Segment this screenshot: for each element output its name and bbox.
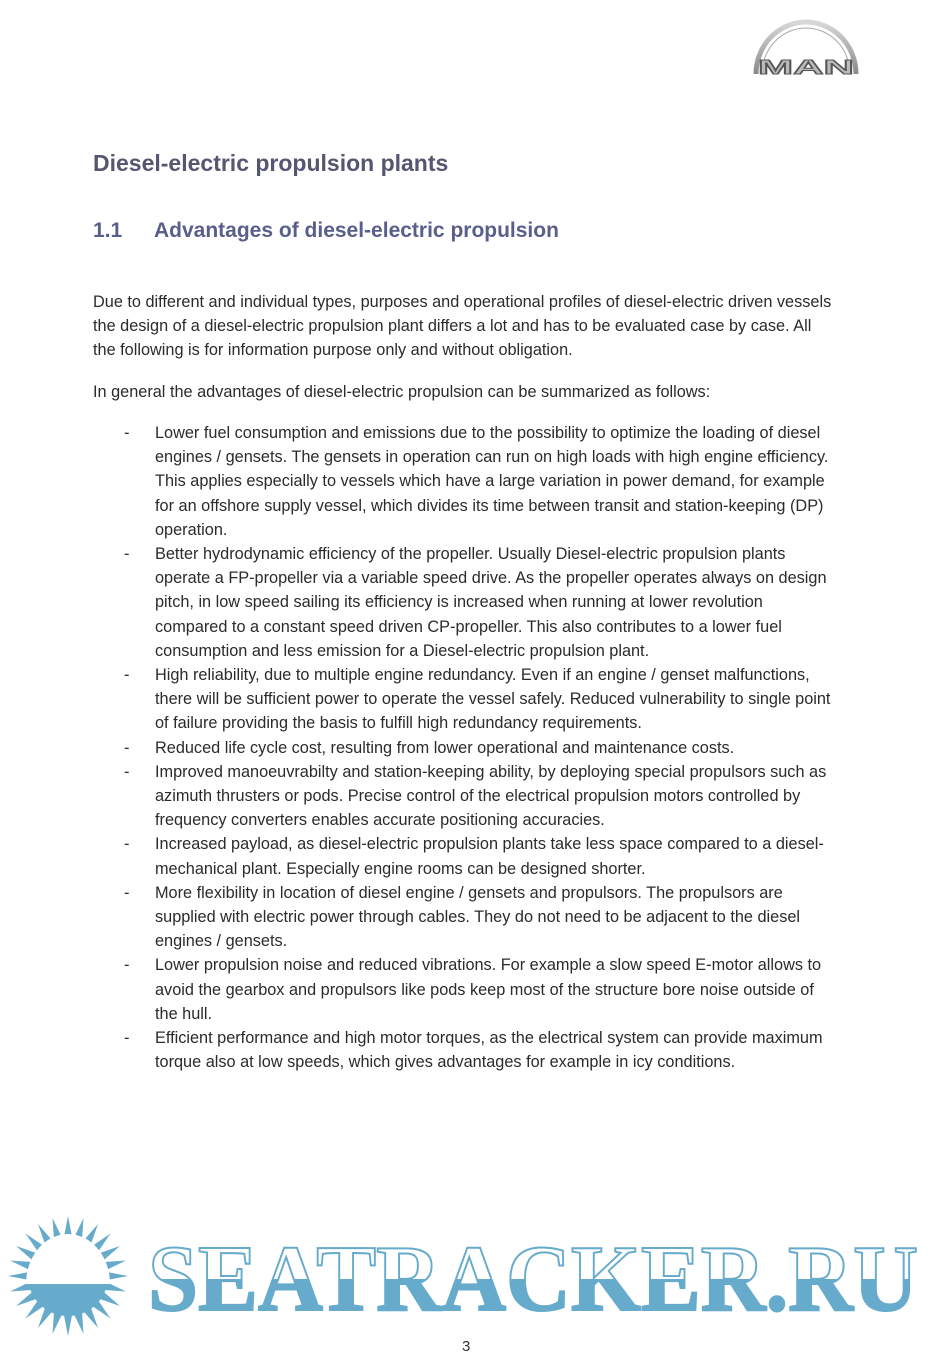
page-heading: Diesel-electric propulsion plants [93,150,449,176]
bullet-dash: - [124,762,130,781]
logo-text: MAN [758,57,854,78]
text-line: pitch, in low speed sailing its efficiency is increased when running at lower revolution [155,593,763,612]
list-item [93,832,830,880]
text-line: compared to a constant speed driven CP-propeller. This also contributes to a lower fuel [155,617,782,636]
list-item [93,736,830,760]
text-line: This applies especially to vessels which have a large variation in power demand, for example [155,472,825,491]
text-line: More flexibility in location of diesel engine / gensets and propulsors. The propulsors are [155,883,783,902]
text-line: Lower fuel consumption and emissions due to the possibility to optimize the loading of diesel [155,424,821,442]
text-line: of failure providing the basis to fulfill high redundancy requirements. [155,714,642,733]
bullet-dash: - [124,424,130,442]
text-line: operate a FP-propeller via a variable speed drive. As the propeller operates always on design [155,569,827,588]
text-line: frequency converters enables accurate positioning accuracies. [155,811,605,830]
sun-icon [8,1216,128,1336]
text-line: High reliability, due to multiple engine redundancy. Even if an engine / genset malfunctions, [155,666,810,685]
intro-paragraph [93,290,831,363]
list-item [93,881,830,954]
summary-paragraph [93,380,710,404]
text-line: azimuth thrusters or pods. Precise control of the electrical propulsion motors controlled by [155,787,801,806]
bullet-dash: - [124,835,130,854]
section-heading [93,219,693,247]
list-item [93,663,830,736]
bullet-dash: - [124,666,130,685]
text-line: consumption and less emission for a Diesel-electric propulsion plant. [155,641,650,660]
section-number: 1.1 [93,219,123,242]
text-line: Lower propulsion noise and reduced vibrations. For example a slow speed E-motor allows to [155,956,822,975]
advantages-list [93,421,830,1074]
text-line: supplied with electric power through cables. They do not need to be adjacent to the diesel [155,908,801,927]
list-item [93,760,830,833]
text-line: In general the advantages of diesel-electric propulsion can be summarized as follows: [93,383,711,401]
text-line: Due to different and individual types, purposes and operational profiles of diesel-electric driven vessels [93,293,832,311]
text-line: Efficient performance and high motor torques, as the electrical system can provide maximum [155,1029,823,1048]
text-line: operation. [155,520,228,539]
seatracker-watermark [0,1212,932,1336]
text-line: engines / gensets. The gensets in operation can run on high loads with high engine efficiency. [155,448,829,467]
bullet-dash: - [124,956,130,975]
man-logo [752,16,860,78]
list-item [93,953,830,1026]
text-line: avoid the gearbox and propulsors like pods keep most of the structure bore noise outside of [155,980,814,999]
text-line: Increased payload, as diesel-electric propulsion plants take less space compared to a diesel- [155,835,824,854]
text-line: the following is for information purpose only and without obligation. [93,341,573,360]
watermark-text: SEATRACKER.RU [148,1227,918,1331]
text-line: Better hydrodynamic efficiency of the propeller. Usually Diesel-electric propulsion plants [155,545,786,564]
bullet-dash: - [124,738,130,757]
text-line: the hull. [155,1004,213,1023]
text-line: Improved manoeuvrabilty and station-keeping ability, by deploying special propulsors such as [155,762,827,781]
section-title: Advantages of diesel-electric propulsion [154,219,559,242]
text-line: engines / gensets. [155,932,288,951]
text-line: Reduced life cycle cost, resulting from lower operational and maintenance costs. [155,738,735,757]
text-line: for an offshore supply vessel, which divides its time between transit and station-keeping (DP) [155,496,824,515]
list-item [93,542,830,663]
text-line: torque also at low speeds, which gives advantages for example in icy conditions. [155,1053,736,1072]
text-line: the design of a diesel-electric propulsion plant differs a lot and has to be evaluated case by case. All [93,317,812,336]
list-item [93,1026,830,1074]
page-number: 3 [462,1338,471,1355]
bullet-dash: - [124,1029,130,1048]
bullet-dash: - [124,883,130,902]
text-line: there will be sufficient power to operate the vessel safely. Reduced vulnerability to single point [155,690,831,709]
bullet-dash: - [124,545,130,564]
list-item [93,421,830,542]
text-line: mechanical plant. Especially engine rooms can be designed shorter. [155,859,646,878]
